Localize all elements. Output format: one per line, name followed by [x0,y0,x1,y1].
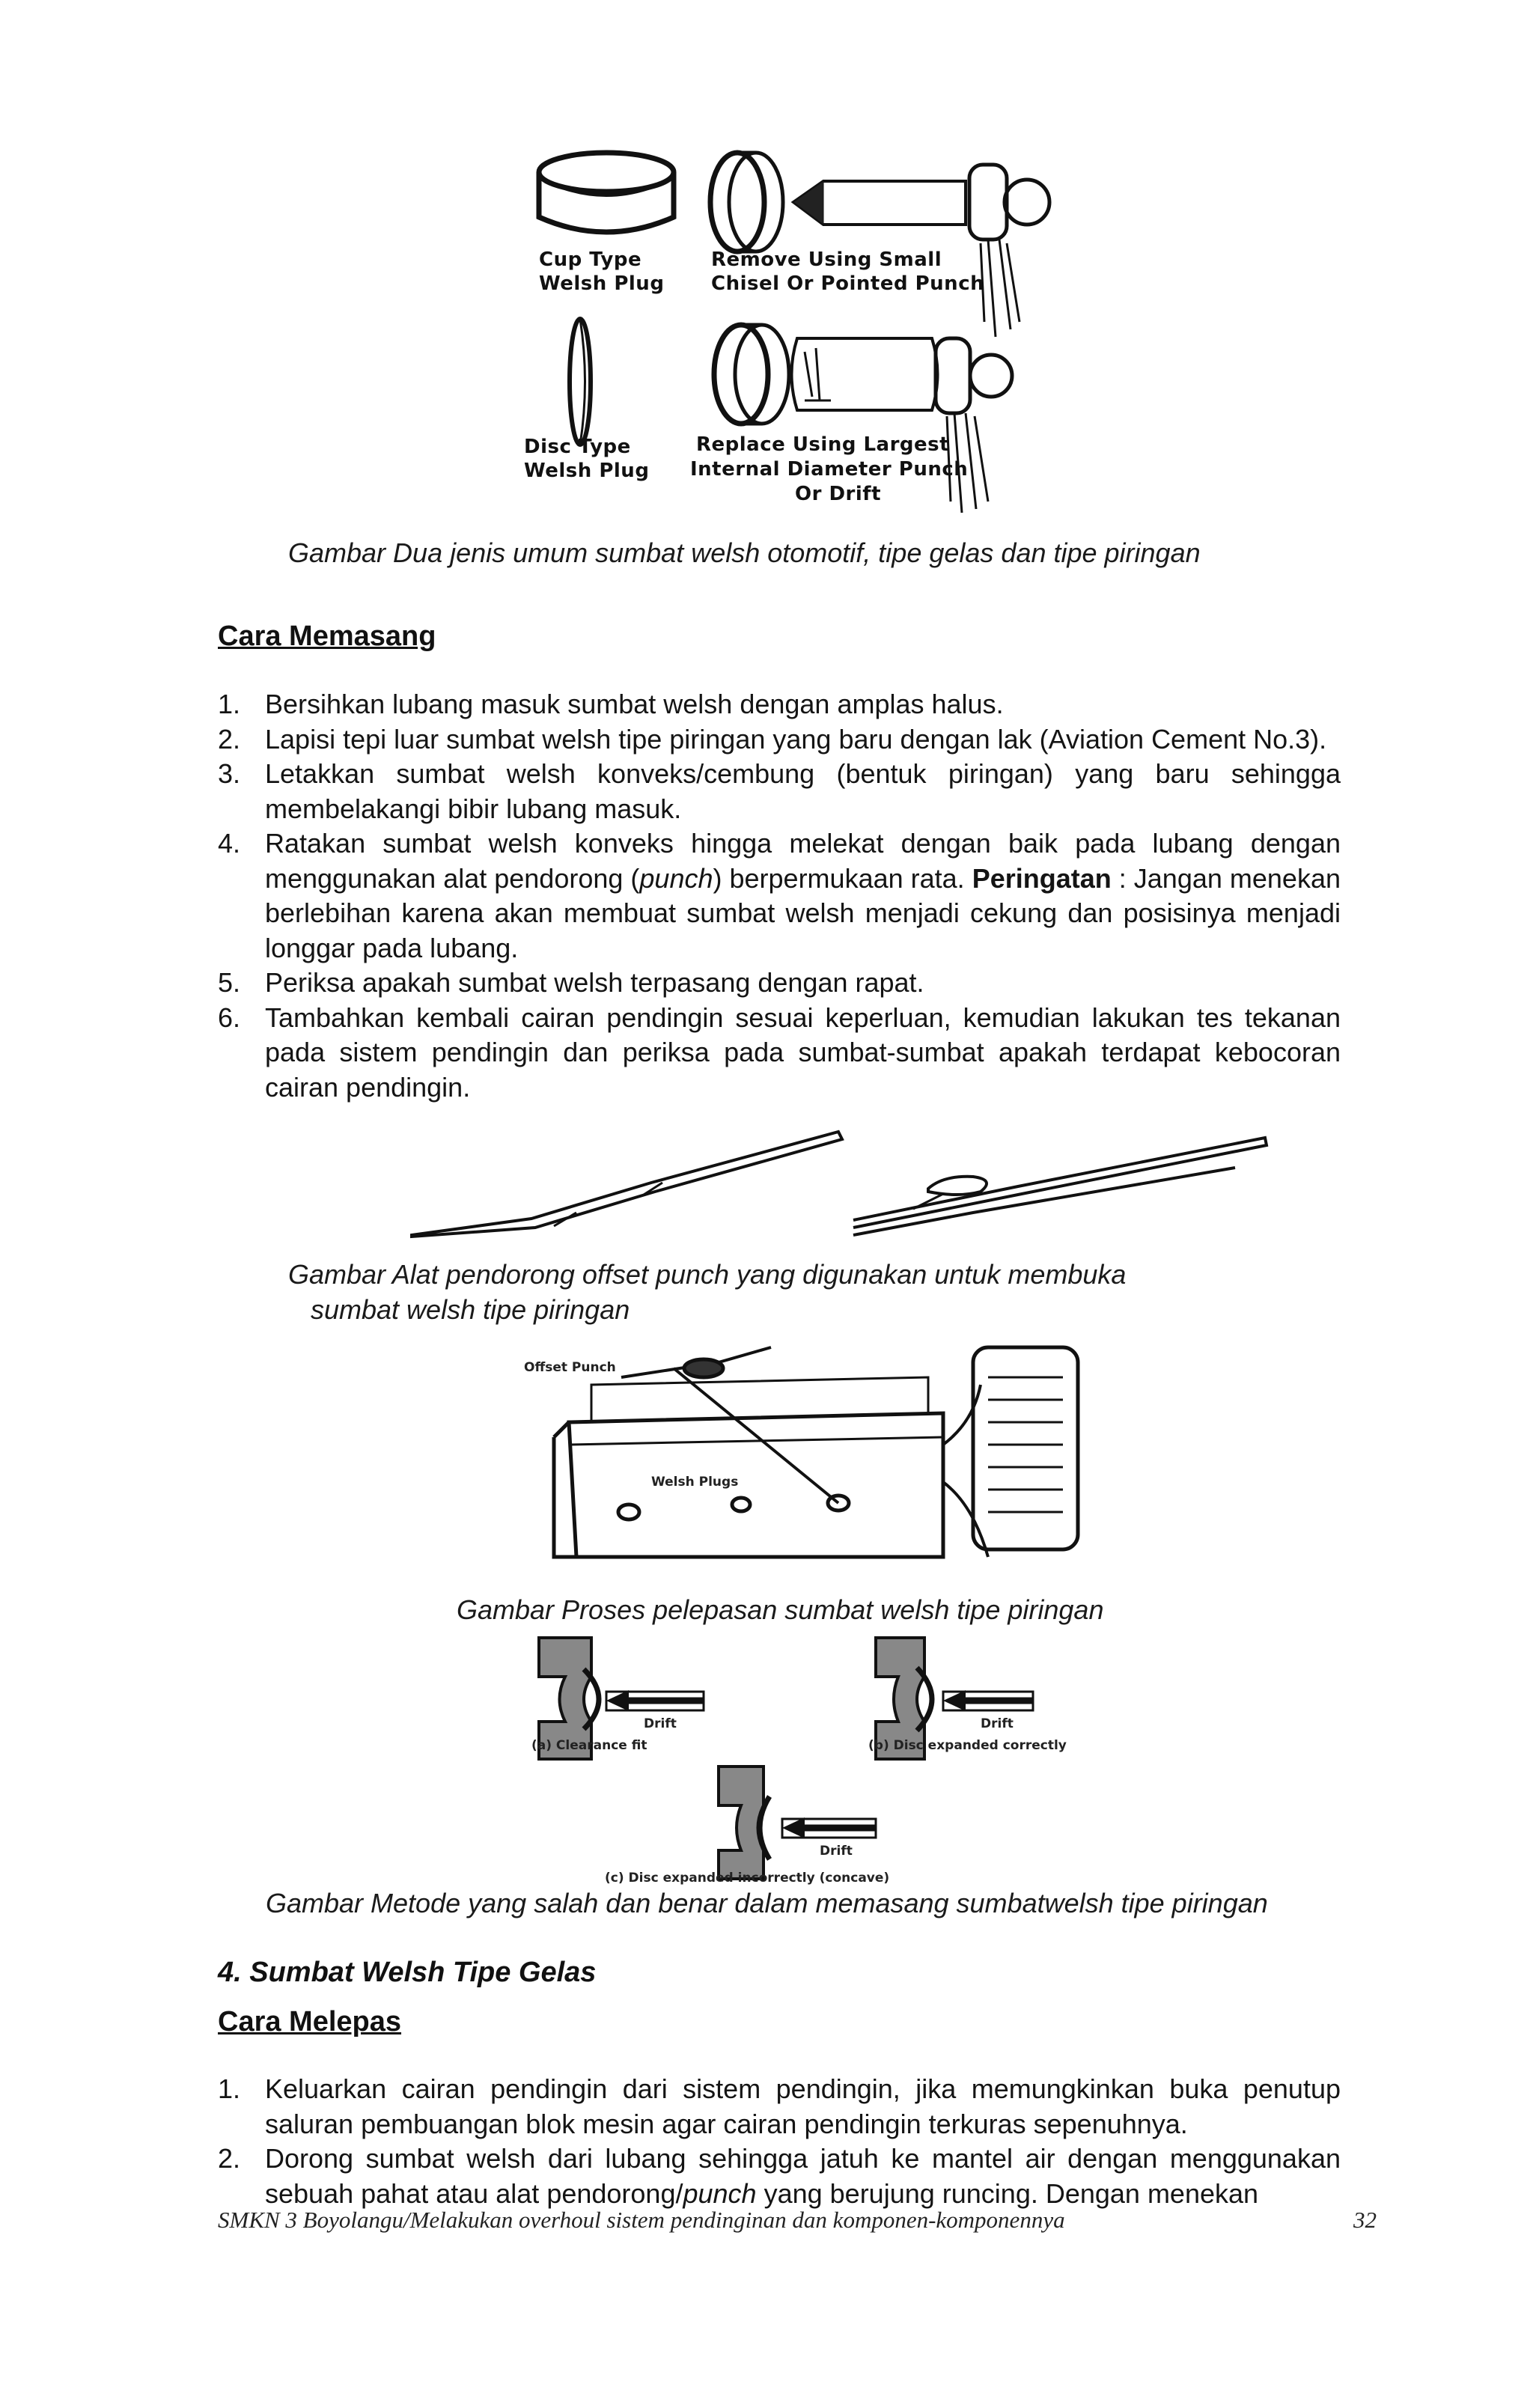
punch-tool-left [412,1132,842,1237]
figure3-caption: Gambar Proses pelepasan sumbat welsh tipe piringan [457,1594,1104,1625]
diagram-a [531,1638,704,1759]
figure-offset-punch-tools [404,1123,1280,1243]
disc-label-line1: Disc Type [524,436,631,458]
install-methods-illustration [531,1632,1190,1886]
cup-plug-drawing [539,153,674,232]
engine-block-illustration [524,1332,1100,1587]
install-heading: Cara Memasang [218,621,436,652]
list-item: 1. Keluarkan cairan pendingin dari sistem pendingin, jika memungkinkan buka penutup saluran pembuangan blok mesin agar cairan pendingin terkuras sepenuhnya. [218,2073,1341,2139]
remove-steps-list [218,2072,1341,2211]
figure4-caption: Gambar Metode yang salah dan benar dalam memasang sumbatwelsh tipe piringan [266,1888,1268,1918]
label-a: (a) Clearance fit [531,1738,647,1753]
replace-label-line2: Internal Diameter Punch [690,458,969,481]
figure-removal-process [524,1332,1100,1587]
label-b: (b) Disc expanded correctly [868,1738,1067,1753]
figure-install-methods [531,1632,1190,1886]
remove-drawing [710,153,1049,337]
list-item: 3. Letakkan sumbat welsh konveks/cembung (bentuk piringan) yang baru sehingga membelakangi bibir lubang masuk. [218,758,1341,824]
replace-label-line1: Replace Using Largest [696,433,950,456]
list-item: 4. Ratakan sumbat welsh konveks hingga melekat dengan baik pada lubang dengan menggunakan alat pendorong (punch) berpermukaan rata. Peringatan : Jangan menekan berlebihan karena akan membuat sumbat welsh menjadi cekung dan posisinya menjadi longgar pada lubang. [218,828,1341,963]
page-number: 32 [1353,2207,1377,2233]
drift-label-a: Drift [644,1716,677,1731]
section4-title: 4. Sumbat Welsh Tipe Gelas [218,1957,597,1988]
disc-label-line2: Welsh Plug [524,460,650,482]
diagram-b [868,1638,1067,1759]
list-item: 2. Dorong sumbat welsh dari lubang sehingga jatuh ke mantel air dengan menggunakan sebuah pahat atau alat pendorong/punch yang berujung runcing. Dengan menekan [218,2143,1341,2209]
cup-label-line2: Welsh Plug [539,272,665,295]
figure1-caption: Gambar Dua jenis umum sumbat welsh otomotif, tipe gelas dan tipe piringan [288,537,1201,568]
figure2-caption-line1: Gambar Alat pendorong offset punch yang digunakan untuk membuka [288,1259,1127,1290]
list-item: 5. Periksa apakah sumbat welsh terpasang dengan rapat. [218,967,924,998]
disc-plug-drawing [570,319,591,445]
welsh-plug-types-illustration [516,142,1085,520]
drift-label-c: Drift [820,1844,853,1859]
label-c: (c) Disc expanded incorrectly (concave) [605,1871,890,1886]
install-steps-list [218,687,1341,1105]
remove-heading: Cara Melepas [218,2006,402,2037]
figure2-caption-line2: sumbat welsh tipe piringan [311,1294,630,1325]
remove-label-line1: Remove Using Small [711,249,942,271]
welsh-plugs-label: Welsh Plugs [651,1475,739,1490]
list-item: 6. Tambahkan kembali cairan pendingin sesuai keperluan, kemudian lakukan tes tekanan pada sistem pendingin dan periksa pada sumbat-sumbat apakah terdapat kebocoran cairan pendingin. [218,1002,1341,1103]
list-item: 2. Lapisi tepi luar sumbat welsh tipe piringan yang baru dengan lak (Aviation Cement No.3). [218,723,1327,755]
drift-label-b: Drift [981,1716,1014,1731]
cup-label-line1: Cup Type [539,249,642,271]
replace-label-line3: Or Drift [795,483,882,505]
list-item: 1. Bersihkan lubang masuk sumbat welsh dengan amplas halus. [218,689,1004,719]
offset-punch-label: Offset Punch [524,1360,616,1375]
footer-text: SMKN 3 Boyolangu/Melakukan overhoul sistem pendinginan dan komponen-komponennya [218,2207,1065,2233]
diagram-c [605,1767,889,1886]
offset-punch-illustration [404,1123,1280,1243]
figure-welsh-plug-types [516,142,1085,520]
remove-label-line2: Chisel Or Pointed Punch [711,272,985,295]
punch-tool-right [853,1138,1267,1235]
